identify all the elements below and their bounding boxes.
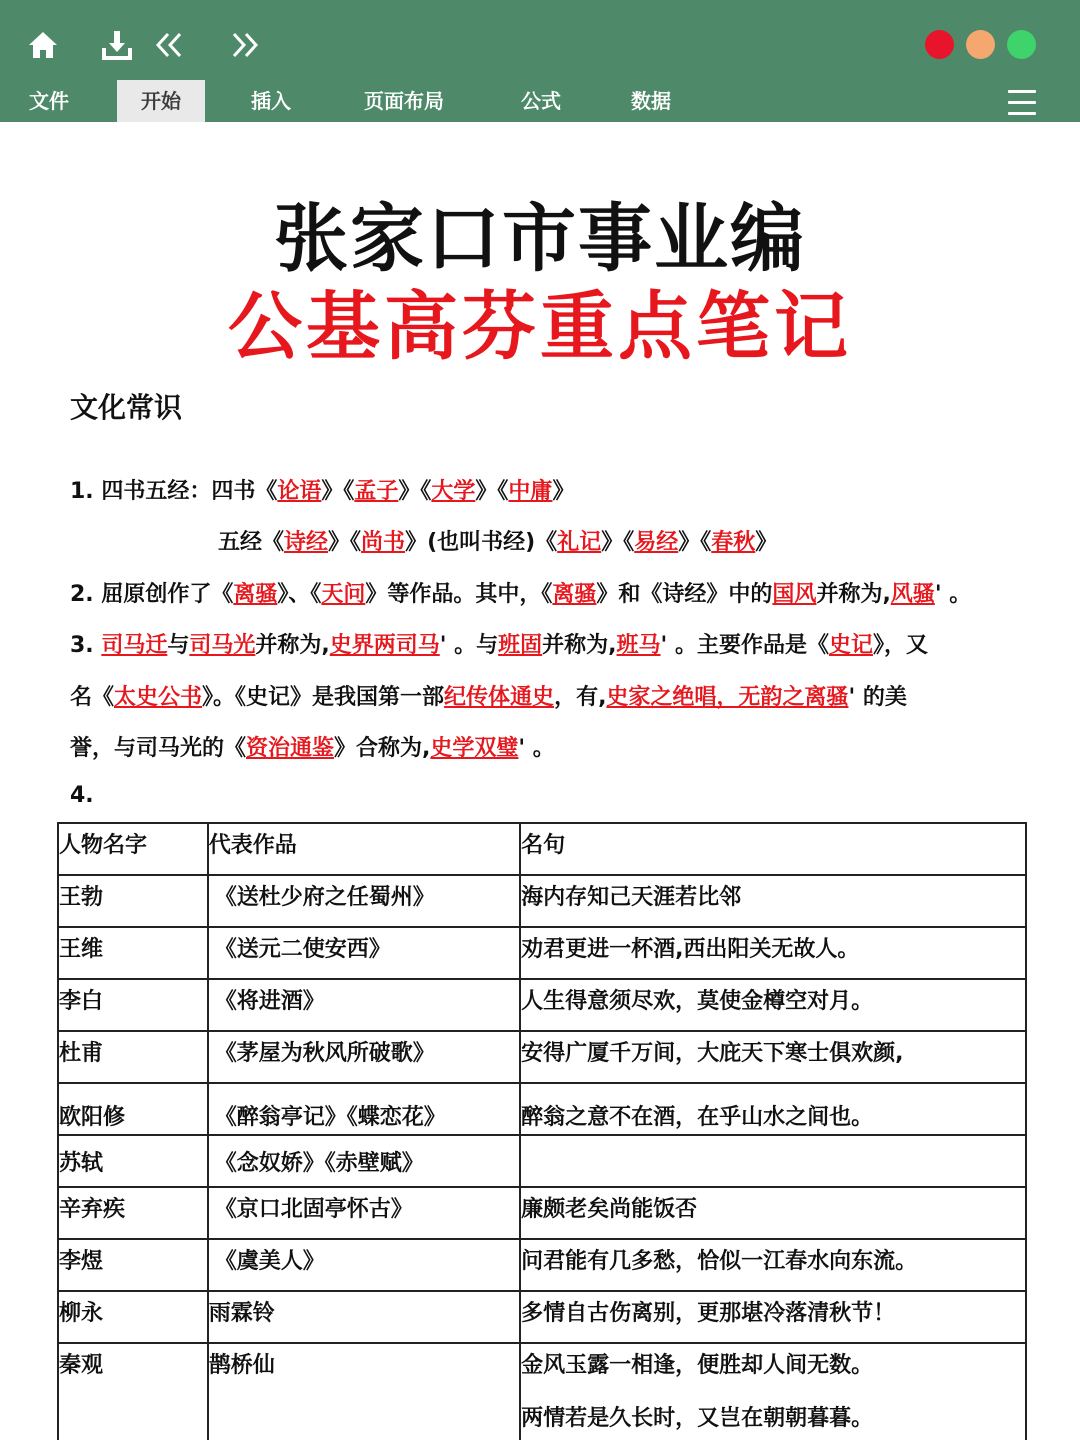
table-cell: 问君能有几多愁，恰似一江春水向东流。 (520, 1239, 1026, 1291)
tab-formula[interactable]: 公式 (521, 89, 561, 113)
table-cell: 王维 (58, 927, 208, 979)
table-cell: 多情自古伤离别，更那堪冷落清秋节！ (520, 1291, 1026, 1343)
table-cell: 海内存知己天涯若比邻 (520, 875, 1026, 927)
home-icon[interactable] (26, 28, 60, 62)
table-cell: 《送元二使安西》 (208, 927, 520, 979)
maximize-window-button[interactable] (1007, 30, 1036, 59)
table-header-row (58, 823, 1026, 875)
note-line-5: 名《太史公书》。《史记》是我国第一部纪传体通史，有,史家之绝唱，无韵之离骚' 的美 (70, 685, 907, 710)
table-cell: 《茅屋为秋风所破歌》 (208, 1031, 520, 1083)
table-cell: 辛弃疾 (58, 1187, 208, 1239)
table-cell: 杜甫 (58, 1031, 208, 1083)
menu-icon[interactable] (1008, 90, 1036, 114)
table-header-cell: 名句 (520, 823, 1026, 875)
table-cell: 欧阳修 (58, 1083, 208, 1135)
forward-icon[interactable] (228, 28, 262, 62)
note-line-2: 五经《诗经》《尚书》(也叫书经)《礼记》《易经》《春秋》 (218, 530, 778, 555)
table-row (58, 1343, 1026, 1440)
note-line-3: 2. 屈原创作了《离骚》、《天问》等作品。其中，《离骚》和《诗经》中的国风并称为,风骚' 。 (70, 582, 972, 607)
table-cell: 人生得意须尽欢，莫使金樽空对月。 (520, 979, 1026, 1031)
table-row (58, 875, 1026, 927)
back-icon[interactable] (152, 28, 186, 62)
table-cell: 劝君更进一杯酒,西出阳关无故人。 (520, 927, 1026, 979)
download-icon[interactable] (100, 28, 134, 62)
table-cell: 《念奴娇》《赤壁赋》 (208, 1135, 520, 1187)
page-title: 张家口市事业编 (274, 196, 806, 282)
table-cell: 李白 (58, 979, 208, 1031)
poets-table (57, 822, 1027, 1440)
table-row (58, 1187, 1026, 1239)
table-row (58, 979, 1026, 1031)
table-row (58, 1291, 1026, 1343)
table-row (58, 927, 1026, 979)
tab-insert[interactable]: 插入 (251, 89, 291, 113)
table-cell: 廉颇老矣尚能饭否 (520, 1187, 1026, 1239)
table-cell: 柳永 (58, 1291, 208, 1343)
table-cell: 雨霖铃 (208, 1291, 520, 1343)
table-cell (520, 1135, 1026, 1187)
table-cell: 鹊桥仙 (208, 1343, 520, 1440)
section-heading: 文化常识 (70, 391, 183, 424)
table-cell: 秦观 (58, 1343, 208, 1440)
table-cell: 安得广厦千万间，大庇天下寒士俱欢颜, (520, 1031, 1026, 1083)
table-cell: 王勃 (58, 875, 208, 927)
tab-data[interactable]: 数据 (631, 89, 671, 113)
tab-page-layout[interactable]: 页面布局 (364, 89, 444, 113)
table-cell: 《虞美人》 (208, 1239, 520, 1291)
table-cell: 《京口北固亭怀古》 (208, 1187, 520, 1239)
table-cell: 李煜 (58, 1239, 208, 1291)
table-cell: 《将进酒》 (208, 979, 520, 1031)
top-toolbar (0, 0, 1080, 122)
table-cell: 苏轼 (58, 1135, 208, 1187)
table-cell (520, 1343, 1026, 1440)
quote-line: 两情若是久长时，又岂在朝朝暮暮。 (521, 1406, 874, 1431)
close-window-button[interactable] (925, 30, 954, 59)
table-cell: 醉翁之意不在酒，在乎山水之间也。 (520, 1083, 1026, 1135)
page-subtitle: 公基高芬重点笔记 (228, 284, 852, 370)
table-row (58, 1135, 1026, 1187)
table-cell: 《醉翁亭记》《蝶恋花》 (208, 1083, 520, 1135)
tab-file[interactable]: 文件 (29, 89, 69, 113)
note-line-1: 1. 四书五经：四书《论语》《孟子》《大学》《中庸》 (70, 479, 575, 504)
tab-home[interactable]: 开始 (117, 80, 205, 122)
table-row (58, 1031, 1026, 1083)
ribbon-tabs (0, 80, 1080, 122)
table-row (58, 1239, 1026, 1291)
table-cell: 《送杜少府之任蜀州》 (208, 875, 520, 927)
note-line-6: 誉，与司马光的《资治通鉴》合称为,史学双璧' 。 (70, 736, 555, 761)
quote-line: 金风玉露一相逢，便胜却人间无数。 (521, 1353, 874, 1378)
note-line-7: 4. (70, 783, 94, 808)
minimize-window-button[interactable] (966, 30, 995, 59)
table-row (58, 1083, 1026, 1135)
table-header-cell: 代表作品 (208, 823, 520, 875)
table-header-cell: 人物名字 (58, 823, 208, 875)
window-controls (925, 30, 1036, 60)
note-line-4: 3. 司马迁与司马光并称为,史界两司马' 。与班固并称为,班马' 。主要作品是《史记》，又 (70, 633, 928, 658)
